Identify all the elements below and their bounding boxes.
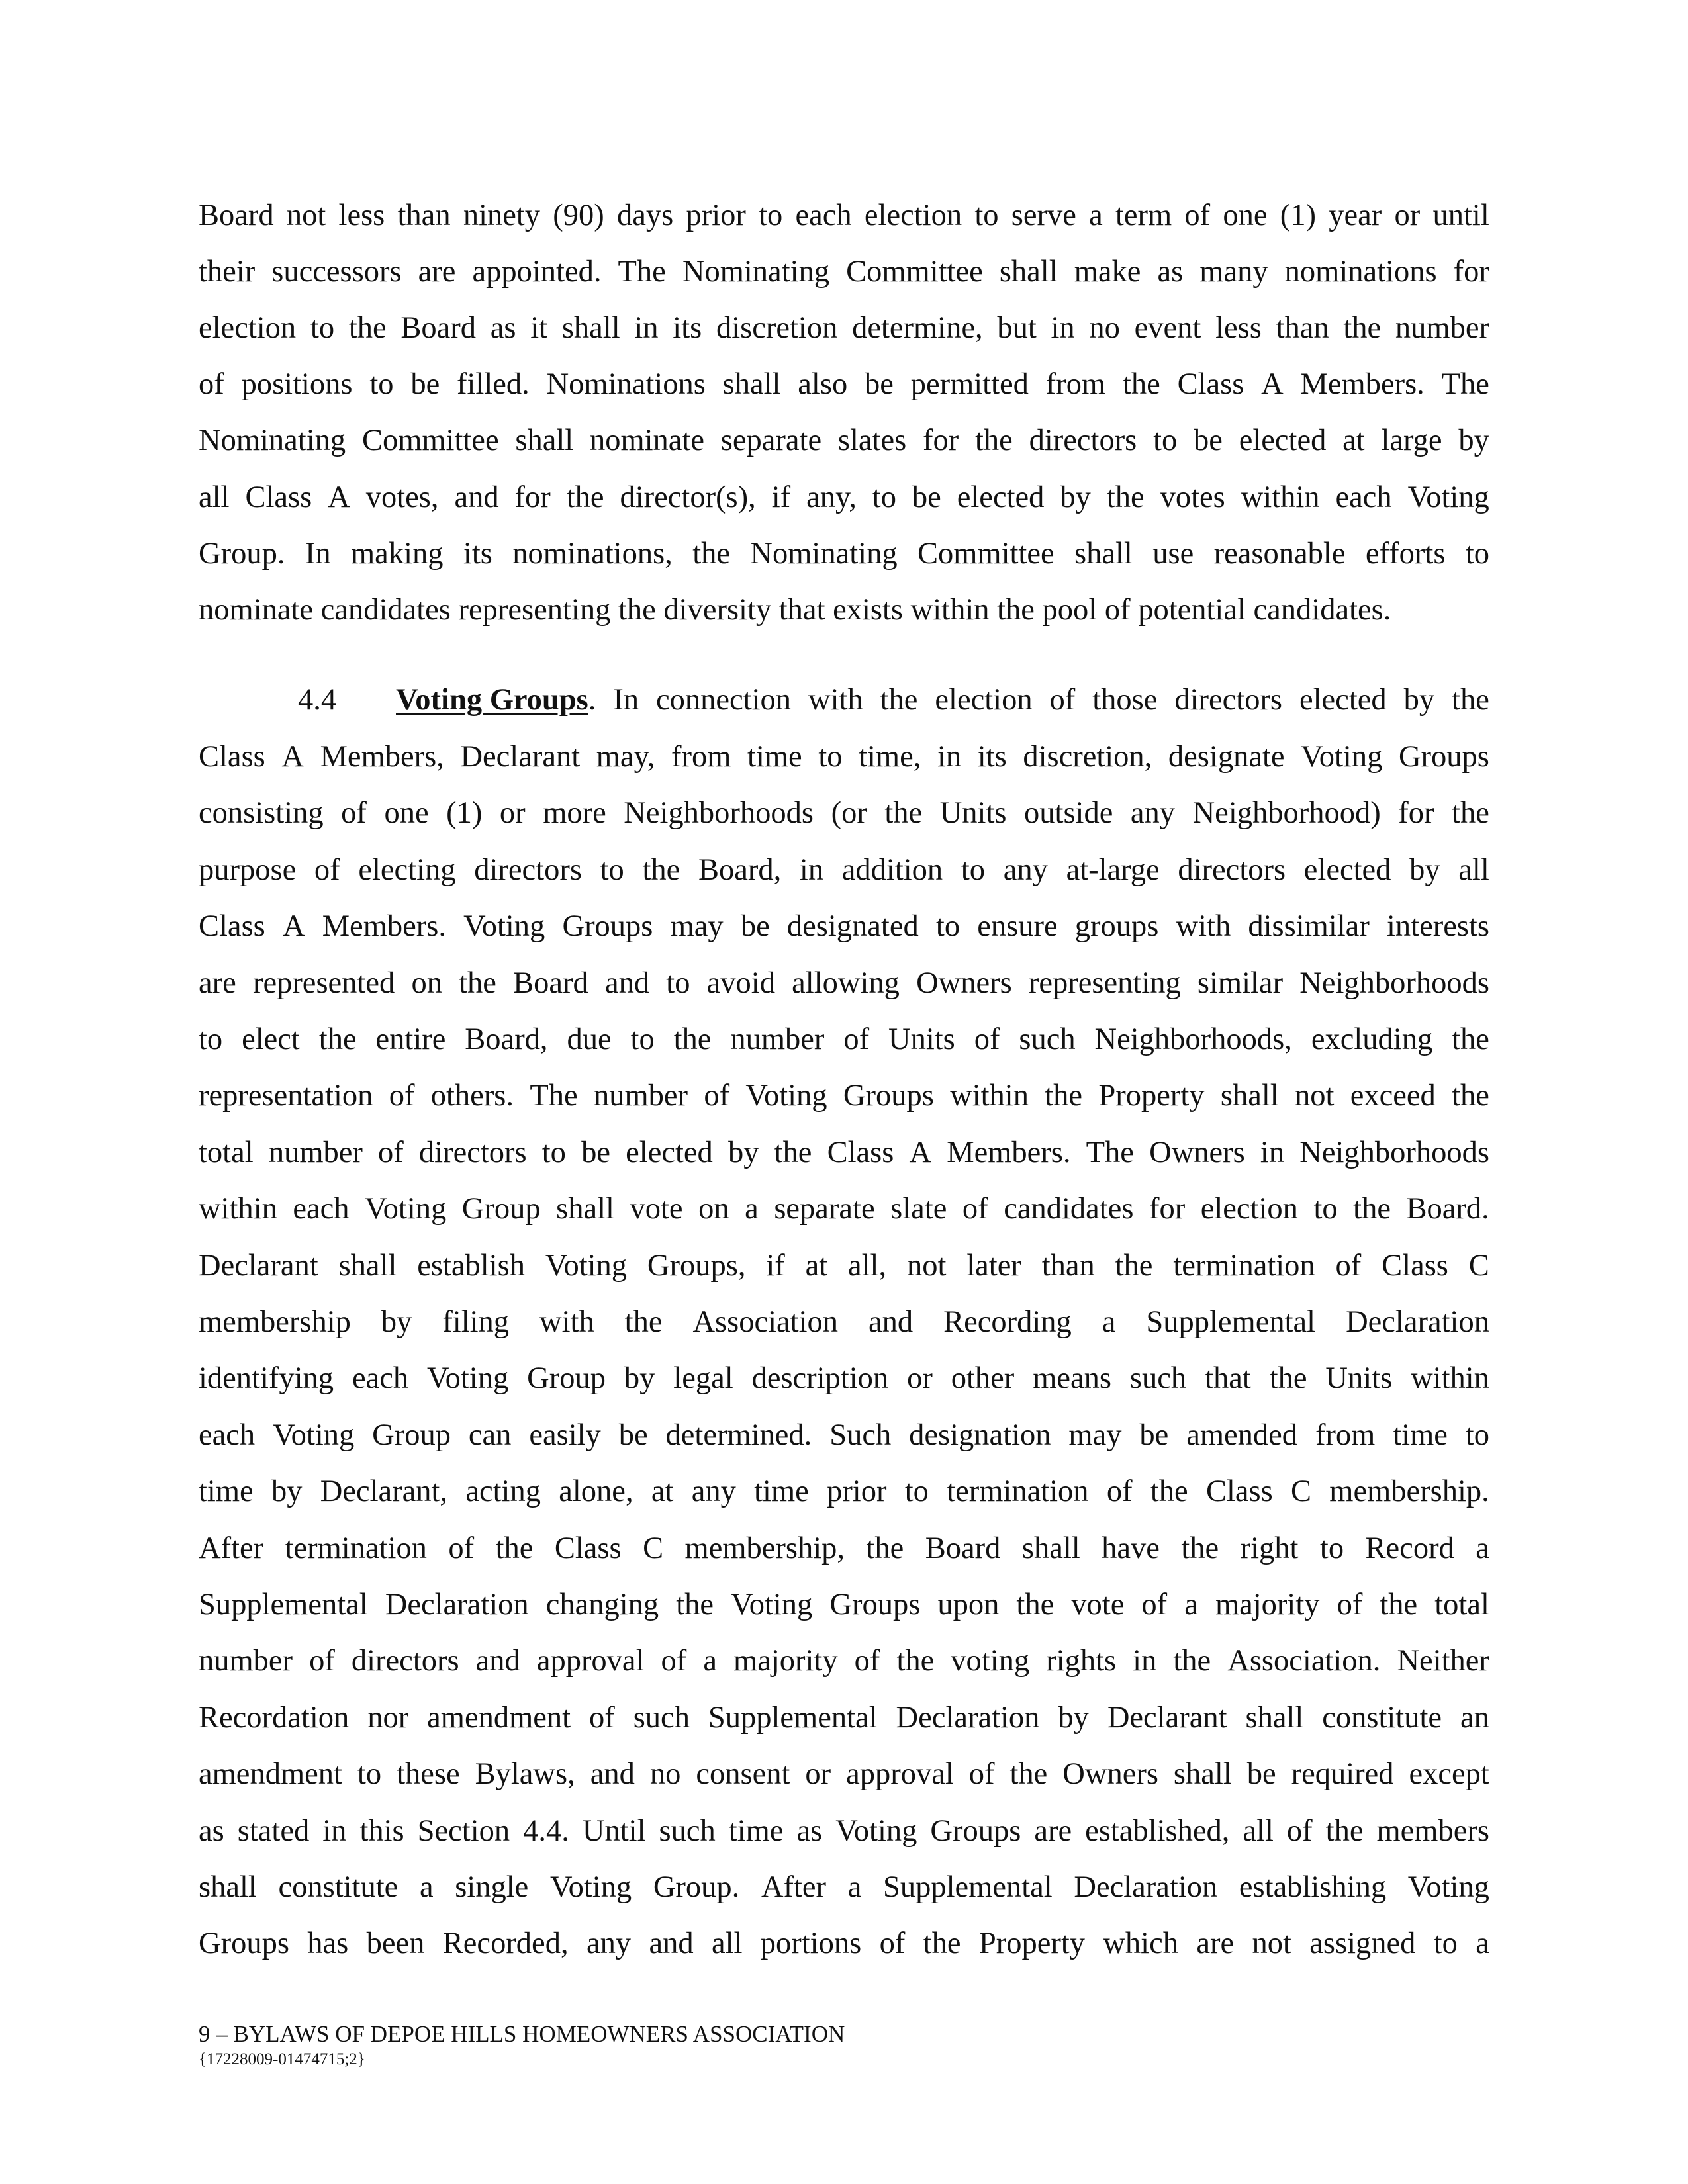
text-line: membership by filing with the Association and Recording a Supplemental Declaration — [199, 1305, 1489, 1339]
text-line: all Class A votes, and for the director(s), if any, to be elected by the votes within each Voting — [199, 480, 1489, 514]
text-line: Recordation nor amendment of such Supplemental Declaration by Declarant shall constitute an — [199, 1700, 1489, 1735]
text-line: time by Declarant, acting alone, at any time prior to termination of the Class C membership. — [199, 1475, 1489, 1509]
footer-document-id: {17228009-01474715;2} — [199, 2050, 365, 2068]
text-line: of positions to be filled. Nominations shall also be permitted from the Class A Members. The — [199, 367, 1489, 402]
text-line: within each Voting Group shall vote on a separate slate of candidates for election to the Board. — [199, 1192, 1489, 1226]
text-line: Group. In making its nominations, the Nominating Committee shall use reasonable efforts to — [199, 536, 1489, 570]
text-line: their successors are appointed. The Nominating Committee shall make as many nominations for — [199, 255, 1489, 289]
text-line: After termination of the Class C membership, the Board shall have the right to Record a — [199, 1531, 1489, 1565]
text-line: consisting of one (1) or more Neighborhoods (or the Units outside any Neighborhood) for the — [199, 796, 1489, 831]
text-line: to elect the entire Board, due to the number of Units of such Neighborhoods, excluding the — [199, 1023, 1489, 1056]
text-line: Supplemental Declaration changing the Voting Groups upon the vote of a majority of the total — [199, 1588, 1489, 1621]
text-line: representation of others. The number of Voting Groups within the Property shall not exceed the — [199, 1079, 1489, 1113]
text-line: Nominating Committee shall nominate separate slates for the directors to be elected at large by — [199, 424, 1489, 458]
section-title: Voting Groups — [396, 683, 588, 717]
footer-title: 9 – BYLAWS OF DEPOE HILLS HOMEOWNERS ASSOCIATION — [199, 2021, 845, 2047]
text-line: amendment to these Bylaws, and no consent or approval of the Owners shall be required except — [199, 1757, 1489, 1792]
text-line: purpose of electing directors to the Board, in addition to any at-large directors elected by all — [199, 852, 1489, 887]
text-line: each Voting Group can easily be determined. Such designation may be amended from time to — [199, 1418, 1489, 1452]
text-line: number of directors and approval of a majority of the voting rights in the Association. Neither — [199, 1644, 1489, 1678]
text-line: Declarant shall establish Voting Groups, if at all, not later than the termination of Class C — [199, 1248, 1489, 1283]
text-line: election to the Board as it shall in its discretion determine, but in no event less than the number — [199, 311, 1489, 345]
section-heading-text: . In connection with the election of those directors elected by the — [588, 683, 1489, 717]
text-line: are represented on the Board and to avoid allowing Owners representing similar Neighborhoods — [199, 966, 1489, 1000]
text-line: shall constitute a single Voting Group. After a Supplemental Declaration establishing Voting — [199, 1870, 1489, 1904]
text-line: as stated in this Section 4.4. Until such time as Voting Groups are established, all of the members — [199, 1813, 1489, 1848]
text-line: Class A Members. Voting Groups may be designated to ensure groups with dissimilar interests — [199, 909, 1489, 944]
text-line: identifying each Voting Group by legal description or other means such that the Units within — [199, 1361, 1489, 1396]
text-line: Board not less than ninety (90) days prior to each election to serve a term of one (1) year or until — [199, 199, 1489, 232]
text-line: total number of directors to be elected by the Class A Members. The Owners in Neighborhoods — [199, 1135, 1489, 1169]
section-number: 4.4 — [298, 683, 337, 717]
text-line: nominate candidates representing the diversity that exists within the pool of potential candidates. — [199, 592, 1391, 627]
text-line: Groups has been Recorded, any and all portions of the Property which are not assigned to a — [199, 1927, 1489, 1961]
text-line: Class A Members, Declarant may, from time to time, in its discretion, designate Voting Groups — [199, 740, 1489, 774]
